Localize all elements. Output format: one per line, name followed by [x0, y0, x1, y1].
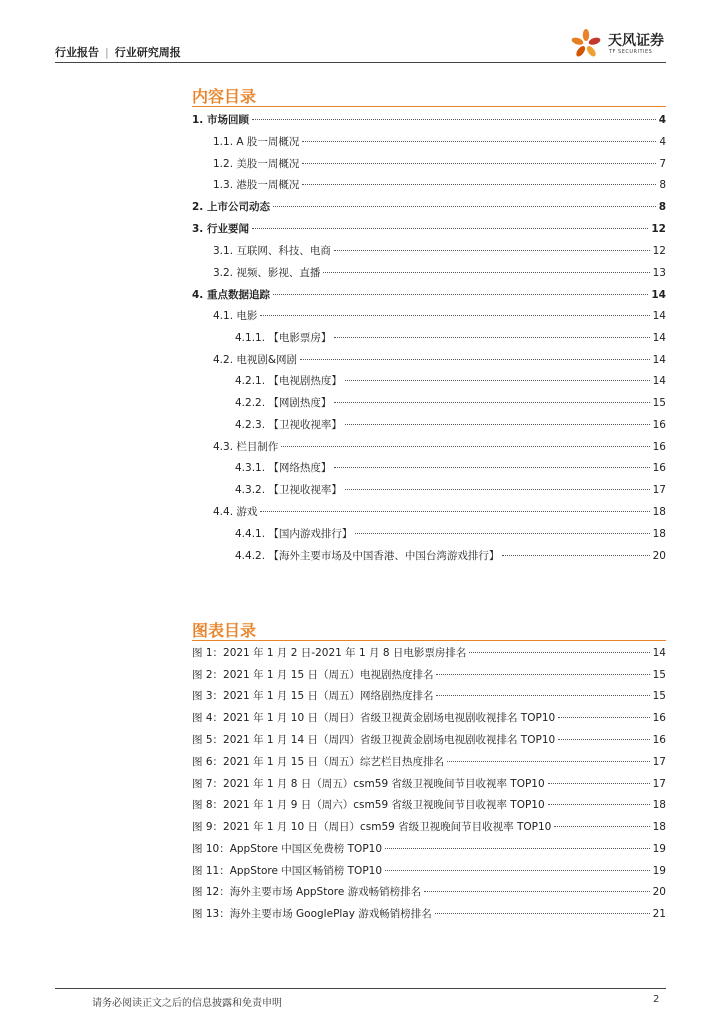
toc-leader-dots [334, 467, 649, 468]
toc-item-page: 14 [652, 332, 666, 344]
brand-name: 天风证券 [608, 33, 664, 49]
report-subtype: 行业研究周报 [114, 46, 181, 59]
toc-leader-dots [345, 424, 650, 425]
toc-item[interactable] [235, 373, 666, 391]
figure-item-page: 16 [652, 734, 666, 746]
page-number: 2 [653, 994, 660, 1005]
toc-item-page: 18 [652, 528, 666, 540]
toc-item-page: 14 [651, 289, 666, 301]
toc-item[interactable] [213, 177, 666, 195]
toc-item-label: 4.2.2. 【网剧热度】 [235, 397, 332, 409]
toc-item-page: 7 [659, 158, 666, 170]
footer-divider [55, 988, 666, 989]
toc-item-label: 4.2.3. 【卫视收视率】 [235, 419, 342, 431]
toc-item-label: 4.3.2. 【卫视收视率】 [235, 484, 342, 496]
toc-leader-dots [281, 446, 649, 447]
toc-item-label: 4.1. 电影 [213, 310, 258, 322]
figure-item[interactable] [192, 906, 666, 924]
figure-item-label: 图 4：2021 年 1 月 10 日（周日）省级卫视黄金剧场电视剧收视排名 TOP10 [192, 712, 556, 724]
toc-item-label: 2. 上市公司动态 [192, 201, 270, 213]
toc-item-page: 14 [652, 375, 666, 387]
figure-item-label: 图 2：2021 年 1 月 15 日（周五）电视剧热度排名 [192, 669, 434, 681]
toc-item-page: 16 [652, 441, 666, 453]
toc-leader-dots [502, 555, 649, 556]
figure-item-label: 图 1：2021 年 1 月 2 日-2021 年 1 月 8 日电影票房排名 [192, 647, 467, 659]
toc-item[interactable] [192, 221, 666, 239]
figure-leader-dots [447, 761, 650, 762]
toc-item[interactable] [235, 330, 666, 348]
figure-item[interactable] [192, 776, 666, 794]
toc-leader-dots [260, 511, 649, 512]
figure-item[interactable] [192, 863, 666, 881]
figures-title: 图表目录 [192, 621, 257, 640]
figures-title-rule [192, 640, 666, 641]
toc-item-label: 1.3. 港股一周概况 [213, 179, 300, 191]
report-category [55, 44, 181, 60]
toc-item[interactable] [235, 526, 666, 544]
figure-item[interactable] [192, 667, 666, 685]
figure-leader-dots [385, 870, 650, 871]
toc-item-label: 1.2. 美股一周概况 [213, 158, 300, 170]
figure-item[interactable] [192, 884, 666, 902]
figure-item-label: 图 12：海外主要市场 AppStore 游戏畅销榜排名 [192, 886, 422, 898]
toc-item[interactable] [213, 352, 666, 370]
figure-leader-dots [436, 695, 649, 696]
toc-item-page: 20 [652, 550, 666, 562]
toc-item[interactable] [213, 439, 666, 457]
toc-item-page: 18 [652, 506, 666, 518]
toc-leader-dots [273, 206, 656, 207]
toc-item-label: 4.4.1. 【国内游戏排行】 [235, 528, 353, 540]
header-separator: | [105, 46, 109, 59]
toc-item[interactable] [235, 548, 666, 566]
figure-item-page: 15 [652, 690, 666, 702]
toc-item-page: 13 [652, 267, 666, 279]
figure-item-page: 16 [652, 712, 666, 724]
figure-leader-dots [469, 652, 649, 653]
toc-item-label: 4. 重点数据追踪 [192, 289, 270, 301]
toc-item-page: 17 [652, 484, 666, 496]
figure-leader-dots [385, 848, 650, 849]
toc-item-page: 8 [658, 201, 666, 213]
toc-leader-dots [302, 141, 656, 142]
toc-item[interactable] [213, 265, 666, 283]
toc-leader-dots [300, 359, 650, 360]
figure-item-page: 18 [652, 799, 666, 811]
toc-item-page: 8 [659, 179, 666, 191]
toc-title: 内容目录 [192, 87, 257, 106]
figure-leader-dots [558, 717, 649, 718]
figure-item-page: 20 [652, 886, 666, 898]
figure-item[interactable] [192, 797, 666, 815]
toc-item-label: 4.4. 游戏 [213, 506, 258, 518]
toc-item-label: 4.2. 电视剧&网剧 [213, 354, 298, 366]
figure-item-page: 19 [652, 843, 666, 855]
toc-leader-dots [345, 380, 650, 381]
toc-item-label: 1.1. A 股一周概况 [213, 136, 300, 148]
toc-leader-dots [302, 163, 656, 164]
figure-item-label: 图 6：2021 年 1 月 15 日（周五）综艺栏目热度排名 [192, 756, 444, 768]
toc-leader-dots [273, 294, 648, 295]
figure-item[interactable] [192, 688, 666, 706]
toc-item-label: 4.3.1. 【网络热度】 [235, 462, 332, 474]
toc-item-label: 3.1. 互联网、科技、电商 [213, 245, 331, 257]
figure-item-label: 图 9：2021 年 1 月 10 日（周日）csm59 省级卫视晚间节目收视率 TOP10 [192, 821, 552, 833]
figure-item-page: 14 [652, 647, 666, 659]
brand-subtitle: TF SECURITIES [609, 49, 653, 55]
toc-item[interactable] [235, 482, 666, 500]
toc-item-page: 16 [652, 419, 666, 431]
toc-item-label: 4.1.1. 【电影票房】 [235, 332, 332, 344]
toc-item-page: 14 [652, 310, 666, 322]
figure-item[interactable] [192, 841, 666, 859]
toc-leader-dots [334, 337, 649, 338]
toc-item[interactable] [213, 134, 666, 152]
figure-item-label: 图 11：AppStore 中国区畅销榜 TOP10 [192, 865, 383, 877]
toc-leader-dots [323, 272, 649, 273]
toc-item[interactable] [213, 308, 666, 326]
figure-leader-dots [424, 891, 649, 892]
figure-leader-dots [548, 804, 650, 805]
figure-item-label: 图 10：AppStore 中国区免费榜 TOP10 [192, 843, 383, 855]
toc-item[interactable] [213, 504, 666, 522]
figure-leader-dots [554, 826, 649, 827]
figure-item-page: 15 [652, 669, 666, 681]
toc-item[interactable] [235, 460, 666, 478]
toc-item-label: 3.2. 视频、影视、直播 [213, 267, 321, 279]
toc-item[interactable] [192, 287, 666, 305]
toc-item-page: 15 [652, 397, 666, 409]
figure-item-label: 图 5：2021 年 1 月 14 日（周四）省级卫视黄金剧场电视剧收视排名 TOP10 [192, 734, 556, 746]
toc-item-label: 1. 市场回顾 [192, 114, 249, 126]
toc-item-page: 4 [658, 114, 666, 126]
figure-item-page: 21 [652, 908, 666, 920]
figure-item-label: 图 13：海外主要市场 GooglePlay 游戏畅销榜排名 [192, 908, 432, 920]
toc-item[interactable] [235, 395, 666, 413]
figure-leader-dots [436, 674, 649, 675]
toc-item-label: 4.3. 栏目制作 [213, 441, 279, 453]
figure-leader-dots [435, 913, 650, 914]
toc-leader-dots [302, 184, 656, 185]
toc-item-page: 12 [651, 223, 666, 235]
toc-item-label: 4.4.2. 【海外主要市场及中国香港、中国台湾游戏排行】 [235, 550, 500, 562]
figure-item-label: 图 7：2021 年 1 月 8 日（周五）csm59 省级卫视晚间节目收视率 TOP10 [192, 778, 545, 790]
toc-leader-dots [334, 250, 650, 251]
toc-leader-dots [334, 402, 649, 403]
toc-item[interactable] [235, 417, 666, 435]
toc-leader-dots [252, 228, 648, 229]
toc-item-page: 4 [659, 136, 666, 148]
figure-item[interactable] [192, 754, 666, 772]
toc-leader-dots [260, 315, 649, 316]
figure-item[interactable] [192, 710, 666, 728]
figure-item[interactable] [192, 645, 666, 663]
toc-item-page: 16 [652, 462, 666, 474]
toc-leader-dots [355, 533, 649, 534]
toc-item[interactable] [192, 199, 666, 217]
toc-item-label: 3. 行业要闻 [192, 223, 249, 235]
toc-item[interactable] [213, 243, 666, 261]
figure-item-page: 17 [652, 756, 666, 768]
figure-item-page: 17 [652, 778, 666, 790]
figure-leader-dots [558, 739, 649, 740]
footer-disclaimer: 请务必阅读正文之后的信息披露和免责申明 [92, 998, 282, 1009]
figure-item-label: 图 8：2021 年 1 月 9 日（周六）csm59 省级卫视晚间节目收视率 TOP10 [192, 799, 545, 811]
figure-item[interactable] [192, 819, 666, 837]
toc-title-rule [192, 106, 666, 107]
toc-leader-dots [345, 489, 650, 490]
figure-item-page: 18 [652, 821, 666, 833]
toc-item-label: 4.2.1. 【电视剧热度】 [235, 375, 342, 387]
toc-item-page: 12 [652, 245, 666, 257]
toc-item-page: 14 [652, 354, 666, 366]
report-type: 行业报告 [55, 46, 99, 59]
figure-leader-dots [548, 783, 650, 784]
toc-leader-dots [252, 119, 656, 120]
figure-item-page: 19 [652, 865, 666, 877]
figure-item-label: 图 3：2021 年 1 月 15 日（周五）网络剧热度排名 [192, 690, 434, 702]
toc-item[interactable] [213, 156, 666, 174]
toc-item[interactable] [192, 112, 666, 130]
figure-item[interactable] [192, 732, 666, 750]
